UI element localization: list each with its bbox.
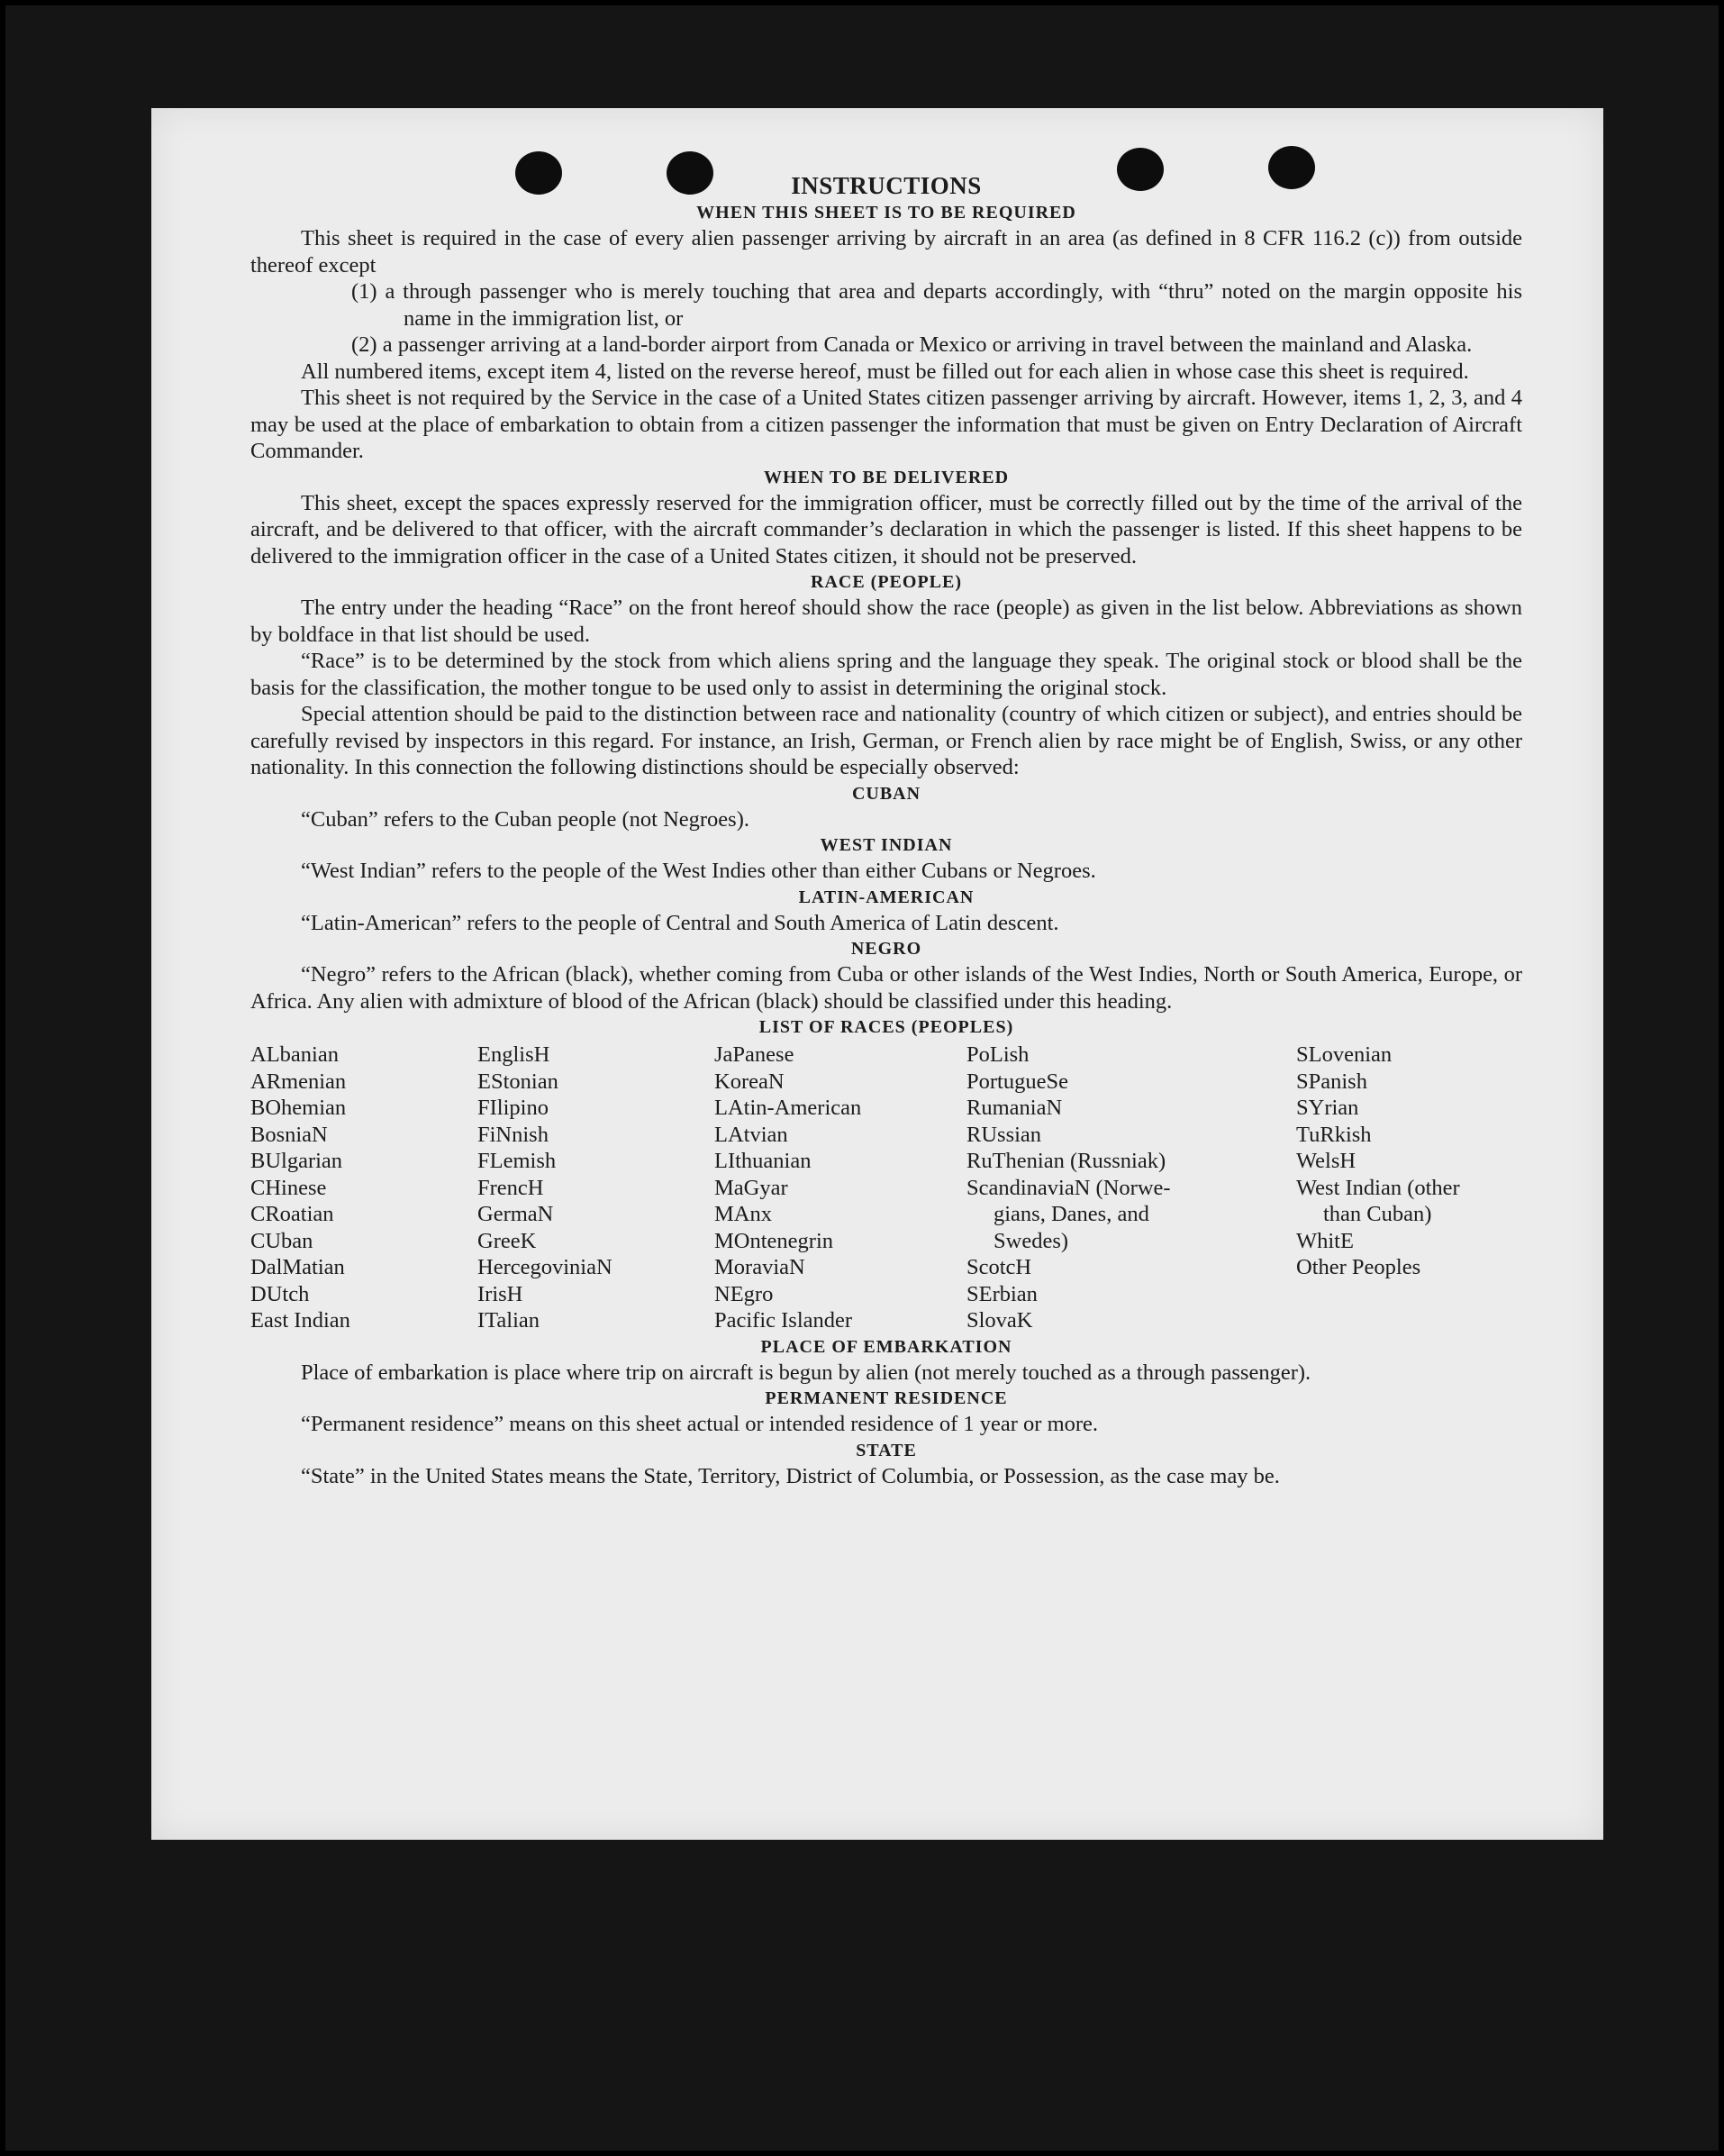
section-heading-race: RACE (PEOPLE) [811,572,962,592]
page-title: INSTRUCTIONS [791,172,982,199]
race-item: RumaniaN [966,1096,1063,1120]
race-item: ITalian [477,1308,540,1333]
race-item: ALbanian [250,1042,339,1067]
races-column-4 [966,1042,1296,1334]
races-column-2 [477,1042,714,1334]
races-list [250,1042,1522,1334]
race-item: JaPanese [714,1042,794,1067]
paragraph: “West Indian” refers to the people of the West Indies other than either Cubans or Negroes. [301,859,1096,883]
section-heading-embarkation: PLACE OF EMBARKATION [760,1336,1012,1357]
paragraph: The entry under the heading “Race” on the front hereof should show the race (people) as given in the list below. Abbreviations as shown by boldface in that list should be used. [250,596,1522,647]
race-item: BosniaN [250,1122,328,1147]
race-item: NEgro [714,1281,774,1306]
paragraph: This sheet, except the spaces expressly reserved for the immigration officer, must be correctly filled out by the time of the arrival of the aircraft, and be delivered to that officer, with the aircraft commander’s declaration in which the passenger is listed. If this sheet happens to be delivered to the immigration officer in the case of a United States citizen, it should not be preserved. [250,490,1522,569]
paragraph: “Negro” refers to the African (black), whether coming from Cuba or other islands of the West Indies, North or South America, Europe, or Africa. Any alien with admixture of blood of the African (black) should be classified under this heading. [250,962,1522,1014]
section-heading-cuban: CUBAN [851,783,921,804]
paragraph: “Cuban” refers to the Cuban people (not Negroes). [301,806,749,832]
race-item: CUban [250,1228,313,1253]
race-item: Swedes) [994,1228,1069,1253]
document-sheet [151,108,1603,1840]
list-item: (2) a passenger arriving at a land-border airport from Canada or Mexico or arriving in travel between the mainland and Alaska. [351,332,1473,357]
section-heading-state: STATE [856,1440,917,1460]
paragraph: Place of embarkation is place where trip on aircraft is begun by alien (not merely touched as a through passenger). [301,1360,1311,1385]
race-item: East Indian [250,1308,350,1333]
race-item: WhitE [1296,1228,1354,1253]
race-item: PoLish [966,1042,1030,1067]
race-item: LAtvian [714,1122,788,1147]
race-item: TuRkish [1296,1122,1372,1147]
race-item: SlovaK [966,1308,1033,1333]
race-item: SErbian [966,1281,1038,1306]
section-heading-residence: PERMANENT RESIDENCE [765,1388,1008,1408]
race-item: DalMatian [250,1255,345,1279]
section-heading-latin-american: LATIN-AMERICAN [798,887,975,907]
races-column-1 [250,1042,477,1334]
race-item: RUssian [966,1122,1042,1147]
race-item: MOntenegrin [714,1228,833,1253]
race-item: CHinese [250,1175,327,1200]
section-heading-list-of-races: LIST OF RACES (PEOPLES) [758,1017,1014,1037]
race-item: KoreaN [714,1069,785,1094]
section-heading-west-indian: WEST INDIAN [820,835,953,855]
races-column-5 [1296,1042,1522,1334]
paragraph: “Race” is to be determined by the stock from which aliens spring and the language they speak. The original stock or blood shall be the basis for the classification, the mother tongue to be used only to assist in determining the original stock. [250,649,1522,700]
race-item: BUlgarian [250,1149,343,1173]
race-item: FLemish [477,1149,557,1173]
paragraph: This sheet is required in the case of every alien passenger arriving by aircraft in an area (as defined in 8 CFR 116.2 (c)) from outside thereof except [250,226,1522,277]
race-item: Pacific Islander [714,1308,853,1333]
race-item: Other Peoples [1296,1255,1421,1279]
race-item: EStonian [477,1069,558,1094]
race-item: PortugueSe [966,1069,1068,1094]
section-heading-negro: NEGRO [850,939,922,959]
race-item: than Cuban) [1323,1202,1432,1226]
section-heading-delivered: WHEN TO BE DELIVERED [763,467,1010,487]
race-item: MaGyar [714,1175,788,1200]
paragraph: Special attention should be paid to the distinction between race and nationality (country of which citizen or subject), and entries should be carefully revised by inspectors in this regard. For instance, an Irish, German, or French alien by race might be of English, Swiss, or any other nationality. In this connection the following distinctions should be especially observed: [250,702,1522,779]
race-item: MAnx [714,1202,772,1226]
race-item: DUtch [250,1281,310,1306]
race-item: LAtin-American [714,1096,862,1120]
races-column-3 [714,1042,966,1334]
race-item: HercegoviniaN [477,1255,612,1279]
race-item: SLovenian [1296,1042,1393,1067]
paragraph: “Permanent residence” means on this sheet actual or intended residence of 1 year or more. [301,1412,1099,1436]
paragraph: This sheet is not required by the Service in the case of a United States citizen passenger arriving by aircraft. However, items 1, 2, 3, and 4 may be used at the place of embarkation to obtain from a citizen passenger the information that must be given on Entry Declaration of Aircraft Commander. [250,386,1522,463]
race-item: ScotcH [966,1255,1032,1279]
race-item: GermaN [477,1202,554,1226]
race-item: GreeK [477,1228,537,1253]
instructions-content [250,171,1522,1489]
race-item: ARmenian [250,1069,347,1094]
paragraph: All numbered items, except item 4, listed on the reverse hereof, must be filled out for each alien in whose case this sheet is required. [301,359,1469,384]
race-item: FrencH [477,1175,544,1200]
paragraph: “Latin-American” refers to the people of Central and South America of Latin descent. [301,910,1059,935]
race-item: EnglisH [477,1042,550,1067]
race-item: gians, Danes, and [994,1202,1149,1226]
section-heading-required: WHEN THIS SHEET IS TO BE REQUIRED [696,203,1076,223]
race-item: SYrian [1296,1096,1359,1120]
race-item: ScandinaviaN (Norwe- [966,1175,1171,1200]
race-item: West Indian (other [1296,1175,1460,1200]
race-item: CRoatian [250,1202,334,1226]
race-item: SPanish [1296,1069,1367,1094]
race-item: LIthuanian [714,1149,812,1173]
paragraph: “State” in the United States means the State, Territory, District of Columbia, or Possession, as the case may be. [301,1463,1280,1488]
race-item: WelsH [1296,1149,1357,1173]
race-item: RuThenian (Russniak) [966,1149,1166,1173]
race-item: FIlipino [477,1096,549,1120]
race-item: IrisH [477,1281,523,1306]
race-item: FiNnish [477,1122,549,1147]
list-item: (1) a through passenger who is merely touching that area and departs accordingly, with “thru” noted on the margin opposite his name in the immigration list, or [351,279,1522,331]
race-item: MoraviaN [714,1255,805,1279]
race-item: BOhemian [250,1096,347,1120]
